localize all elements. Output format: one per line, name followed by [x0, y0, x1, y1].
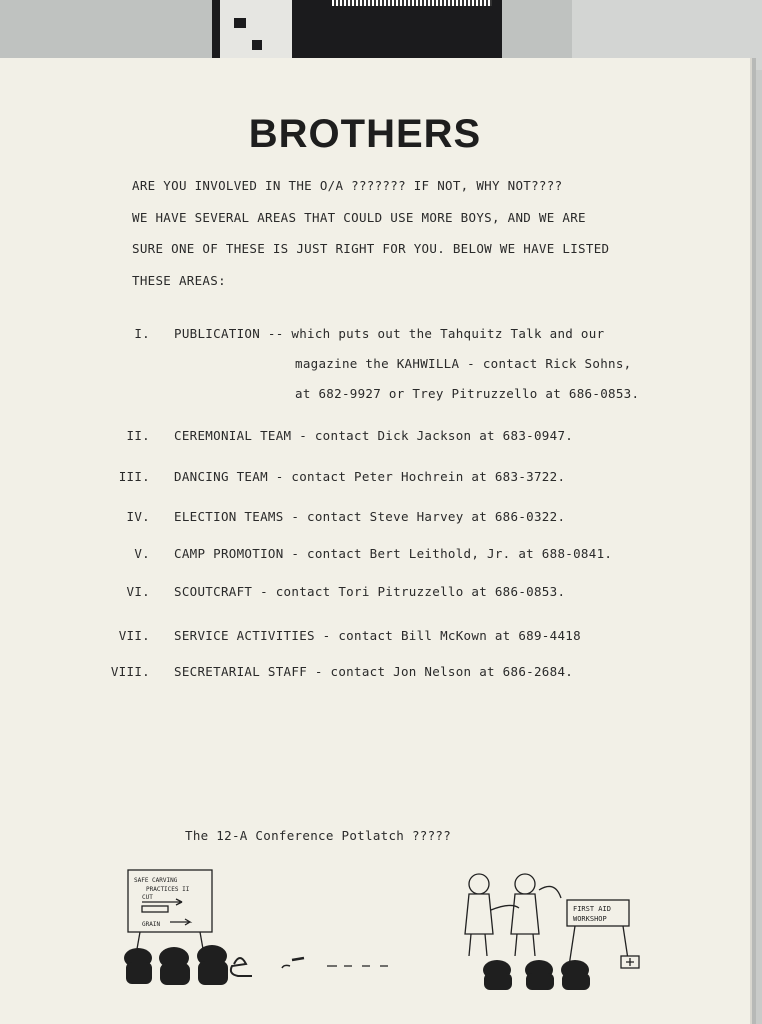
- tab-mark: [252, 40, 262, 50]
- item-text: DANCING TEAM - contact Peter Hochrein at 683-3722.: [174, 469, 566, 484]
- item-text: PUBLICATION -- which puts out the Tahquitz Talk and our: [174, 326, 605, 341]
- item-number: IV.: [126, 509, 150, 524]
- tab-label-strip: [220, 0, 292, 60]
- sign-text: PRACTICES II: [146, 886, 190, 893]
- item-text: SECRETARIAL STAFF - contact Jon Nelson at 686-2684.: [174, 664, 574, 679]
- sign-text: SAFE CARVING: [134, 877, 178, 884]
- intro-line: WE HAVE SEVERAL AREAS THAT COULD USE MORE BOYS, AND WE ARE: [132, 209, 586, 225]
- item-number: VII.: [118, 628, 150, 643]
- item-number: VIII.: [110, 664, 150, 679]
- tab-mark: [234, 18, 246, 28]
- first-aid-workshop-cartoon: [455, 870, 655, 990]
- intro-paragraph: [132, 178, 692, 304]
- item-text: CAMP PROMOTION - contact Bert Leithold, Jr. at 688-0841.: [174, 546, 613, 561]
- sign-text: CUT: [142, 894, 153, 901]
- barcode-strip: [332, 0, 492, 6]
- item-number: III.: [118, 469, 150, 484]
- intro-line: SURE ONE OF THESE IS JUST RIGHT FOR YOU. BELOW WE HAVE LISTED: [132, 241, 610, 256]
- item-number: II.: [126, 428, 150, 443]
- item-text: SCOUTCRAFT - contact Tori Pitruzzello at 686-0853.: [174, 584, 566, 599]
- sign-text: GRAIN: [142, 921, 161, 928]
- item-text: ELECTION TEAMS - contact Steve Harvey at 686-0322.: [174, 509, 566, 524]
- item-continuation: magazine the KAHWILLA - contact Rick Sohns,: [295, 356, 632, 371]
- sign-text: FIRST AID: [573, 905, 611, 913]
- sign-text: WORKSHOP: [573, 915, 607, 923]
- intro-line: THESE AREAS:: [132, 272, 226, 288]
- item-number: V.: [134, 546, 150, 561]
- item-number: I.: [134, 326, 150, 341]
- item-number: VI.: [126, 584, 150, 599]
- safe-carving-sign-cartoon: [112, 866, 412, 986]
- item-text: CEREMONIAL TEAM - contact Dick Jackson at 683-0947.: [174, 428, 574, 443]
- item-continuation: at 682-9927 or Trey Pitruzzello at 686-0853.: [295, 386, 640, 401]
- intro-line: ARE YOU INVOLVED IN THE O/A ??????? IF NOT, WHY NOT????: [132, 178, 563, 193]
- document-page: [0, 58, 750, 1024]
- page-title: BROTHERS: [248, 112, 482, 156]
- item-text: SERVICE ACTIVITIES - contact Bill McKown at 689-4418: [174, 628, 581, 643]
- cartoon-caption: The 12-A Conference Potlatch ?????: [185, 828, 452, 843]
